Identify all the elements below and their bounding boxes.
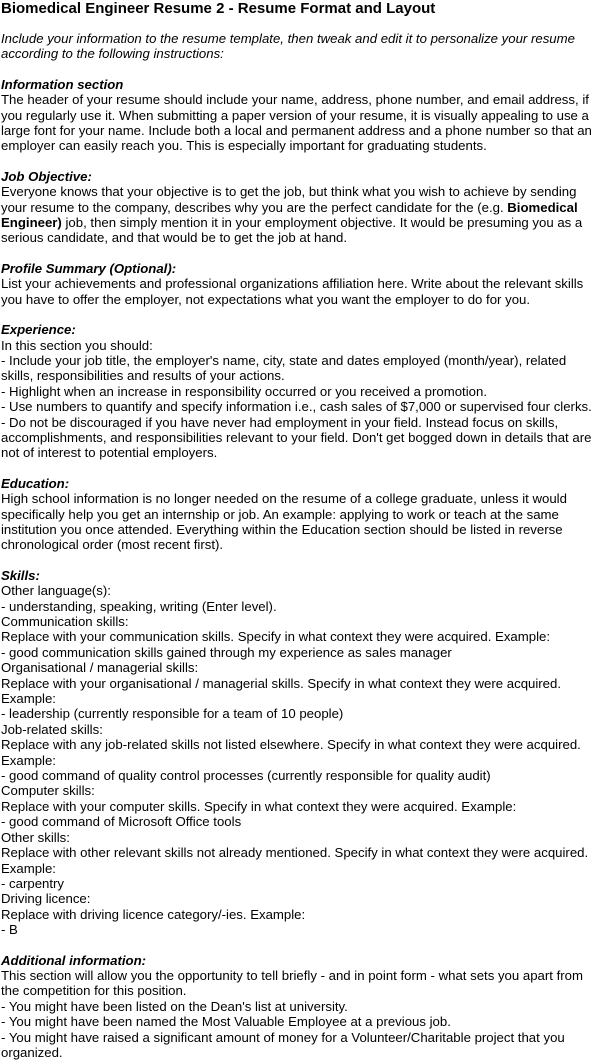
additional-line: - You might have been named the Most Valuable Employee at a previous job.: [1, 1014, 451, 1030]
skills-line: Communication skills:: [1, 614, 129, 629]
skills-line: Example:: [1, 860, 56, 876]
information-section: [1, 77, 600, 154]
experience-line: - Include your job title, the employer's name, city, state and dates employed (month/year), related skills, responsibilities and results of your actions.: [1, 352, 567, 384]
objective-heading: Job Objective:: [1, 168, 92, 184]
intro-text: Include your information to the resume template, then tweak and edit it to personalize your resume according to the following instructions:: [1, 31, 575, 62]
profile-section: [1, 261, 600, 307]
skills-line: Example:: [1, 691, 56, 707]
skills-line: - carpentry: [1, 875, 65, 891]
skills-line: Example:: [1, 752, 56, 768]
skills-line: Other language(s):: [1, 583, 111, 599]
objective-body-end: job, then simply mention it in your employment objective. It would be presuming you as a serious candidate, and that would be to get the job at hand.: [1, 215, 583, 246]
additional-line: - You might have raised a significant amount of money for a Volunteer/Charitable project that you organized.: [1, 1029, 565, 1060]
experience-heading: Experience:: [1, 322, 76, 338]
education-section: [1, 476, 600, 553]
objective-body: [1, 184, 600, 246]
skills-line: Computer skills:: [1, 783, 95, 799]
skills-line: Replace with driving licence category/-ies. Example:: [1, 906, 306, 922]
skills-line: - good command of Microsoft Office tools: [1, 814, 242, 830]
skills-line: Job-related skills:: [1, 721, 103, 737]
profile-body: List your achievements and professional organizations affiliation here. Write about the relevant skills you have to offer the employer, not expectations what you want the employer to do for you.: [1, 276, 584, 307]
objective-section: [1, 169, 600, 246]
skills-line: Replace with your computer skills. Specify in what context they were acquired. Example:: [1, 798, 517, 814]
skills-line: - leadership (currently responsible for a team of 10 people): [1, 706, 344, 722]
experience-line: - Highlight when an increase in responsibility occurred or you received a promotion.: [1, 383, 487, 399]
experience-line: In this section you should:: [1, 337, 153, 353]
skills-line: Driving licence:: [1, 891, 91, 907]
additional-heading: Additional information:: [1, 952, 147, 968]
additional-line: - You might have been listed on the Dean's list at university.: [1, 998, 348, 1014]
objective-body-start: Everyone knows that your objective is to get the job, but think what you wish to achieve by sending your resume to the company, describes why you are the perfect candidate for the (e.g.: [1, 184, 577, 215]
skills-line: Other skills:: [1, 829, 70, 845]
skills-section: [1, 568, 600, 938]
skills-line: - good command of quality control processes (currently responsible for quality audit): [1, 768, 491, 784]
information-heading: Information section: [1, 76, 124, 92]
skills-line: - B: [1, 922, 18, 938]
education-body: High school information is no longer needed on the resume of a college graduate, unless it would specifically help you get an internship or job. An example: applying to work or teach at the same institution you once attended. Everything within the Education section should be listed in reverse chronological order (most recent first).: [1, 491, 567, 553]
skills-line: Replace with other relevant skills not already mentioned. Specify in what context they were acquired.: [1, 845, 589, 861]
experience-line: - Use numbers to quantify and specify information i.e., cash sales of $7,000 or supervised four clerks.: [1, 399, 592, 415]
additional-section: [1, 953, 600, 1061]
skills-heading: Skills:: [1, 567, 40, 583]
information-body: The header of your resume should include your name, address, phone number, and email address, if you regularly use it. When submitting a paper version of your resume, it is visually appealing to use a large font for your name. Include both a local and permanent address and a phone number so that an employer can easily reach you. This is especially important for graduating students.: [1, 92, 592, 154]
education-heading: Education:: [1, 475, 70, 491]
skills-line: Replace with any job-related skills not listed elsewhere. Specify in what context they were acquired.: [1, 737, 581, 753]
objective-job-title: Biomedical Engineer): [1, 199, 578, 231]
page-title: Biomedical Engineer Resume 2 - Resume Format and Layout: [1, 0, 436, 17]
profile-heading: Profile Summary (Optional):: [1, 260, 177, 276]
skills-line: Replace with your organisational / managerial skills. Specify in what context they were acquired.: [1, 675, 562, 691]
skills-line: - good communication skills gained through my experience as sales manager: [1, 644, 452, 660]
experience-section: [1, 322, 600, 461]
skills-line: Organisational / managerial skills:: [1, 660, 199, 676]
skills-line: Replace with your communication skills. Specify in what context they were acquired. Example:: [1, 629, 550, 645]
skills-line: - understanding, speaking, writing (Enter level).: [1, 598, 277, 614]
additional-line: This section will allow you the opportunity to tell briefly - and in point form - what sets you apart from the competition for this position.: [1, 967, 583, 999]
experience-line: - Do not be discouraged if you have never had employment in your field. Instead focus on skills, accomplishments, and responsibilities relevant to your field. Don't get bogged down in details that are not of interest to potential employers.: [1, 414, 592, 461]
